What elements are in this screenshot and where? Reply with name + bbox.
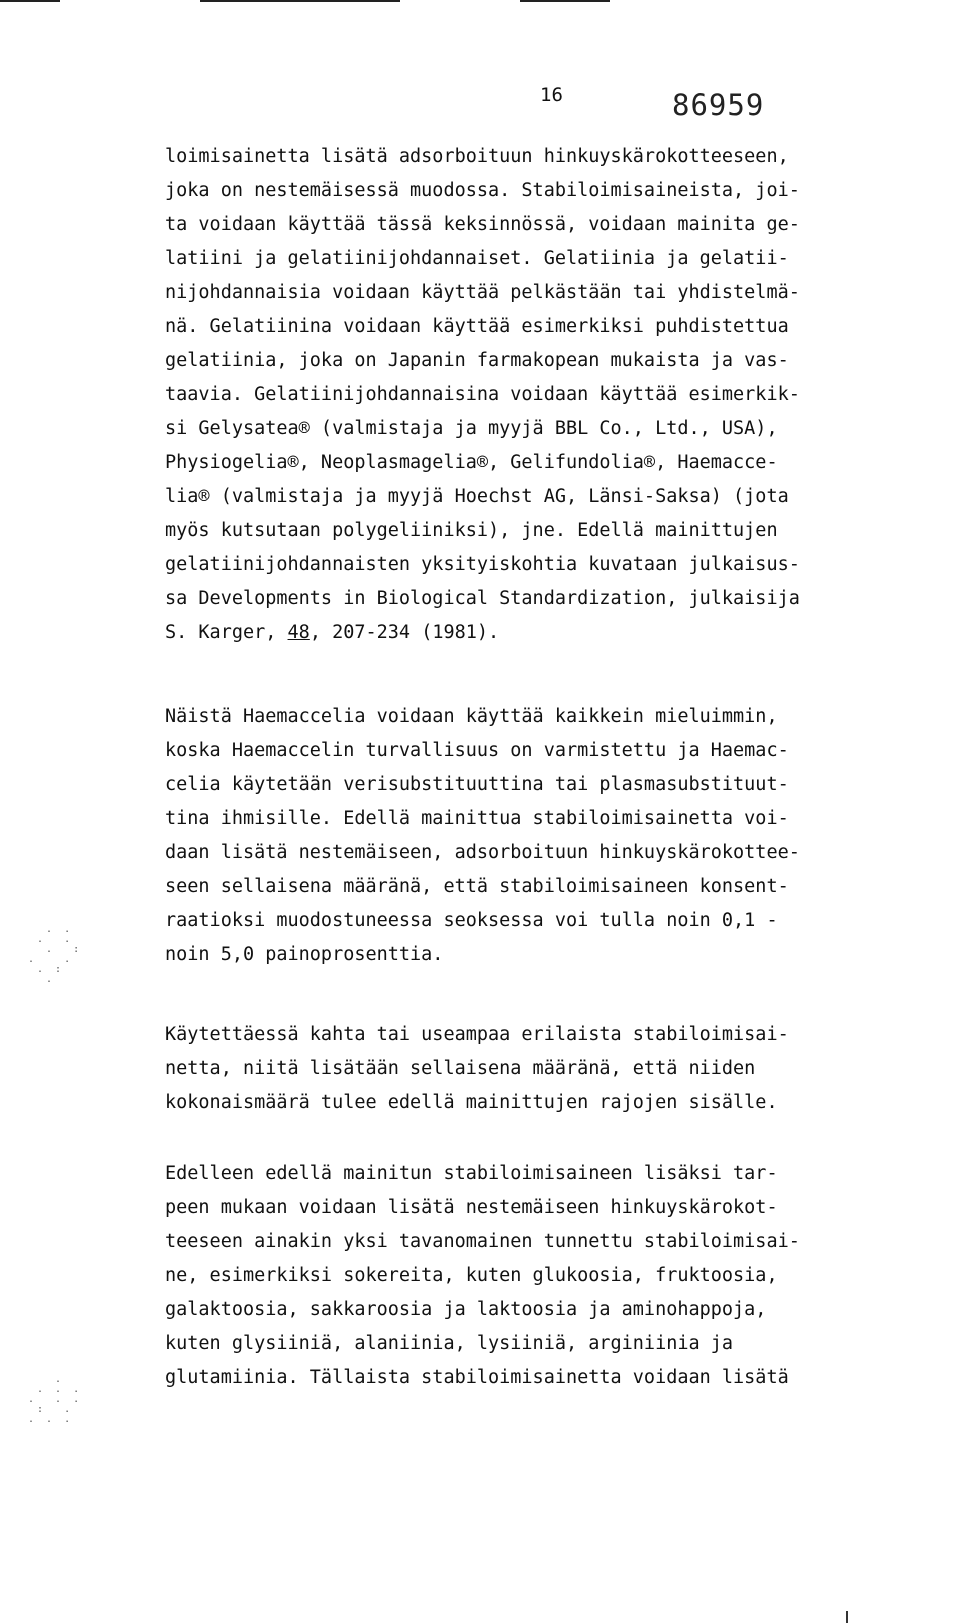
text-line: netta, niitä lisätään sellaisena määränä, että niiden (165, 1058, 756, 1079)
scan-mark (846, 1611, 848, 1623)
paragraph-1 (165, 140, 945, 650)
text-line: teeseen ainakin yksi tavanomainen tunnettu stabiloimisai- (165, 1231, 800, 1252)
text-line: lia® (valmistaja ja myyjä Hoechst AG, Länsi-Saksa) (jota (165, 486, 789, 507)
paragraph-4 (165, 1157, 945, 1395)
text-line: galaktoosia, sakkaroosia ja laktoosia ja aminohappoja, (165, 1299, 767, 1320)
text-line: sa Developments in Biological Standardization, julkaisija (165, 588, 800, 609)
text-line: loimisainetta lisätä adsorboituun hinkuyskärokotteeseen, (165, 146, 789, 167)
citation-suffix: , 207-234 (1981). (309, 622, 500, 643)
text-line: joka on nestemäisessä muodossa. Stabiloimisaineista, joi- (165, 180, 800, 201)
text-line: raatioksi muodostuneessa seoksessa voi tulla noin 0,1 - (165, 910, 778, 931)
text-line: daan lisätä nestemäiseen, adsorboituun hinkuyskärokottee- (165, 842, 800, 863)
page-number: 16 (540, 84, 563, 106)
text-line: koska Haemaccelin turvallisuus on varmistettu ja Haemac- (165, 740, 789, 761)
citation-prefix: S. Karger, (165, 622, 288, 643)
citation-volume: 48 (287, 622, 310, 643)
text-line: taavia. Gelatiinijohdannaisina voidaan käyttää esimerkik- (165, 384, 800, 405)
text-line: celia käytetään verisubstituuttina tai plasmasubstituut- (165, 774, 789, 795)
text-line: nijohdannaisia voidaan käyttää pelkästään tai yhdistelmä- (165, 282, 800, 303)
text-line: Physiogelia®, Neoplasmagelia®, Gelifundolia®, Haemacce- (165, 452, 778, 473)
paragraph-2 (165, 700, 945, 972)
scan-speckle-upper: . . . . . : . . . : . (28, 924, 83, 985)
text-line: kuten glysiiniä, alaniinia, lysiiniä, arginiinia ja (165, 1333, 734, 1354)
text-line: Näistä Haemaccelia voidaan käyttää kaikkein mieluimmin, (165, 706, 778, 727)
citation-line (165, 616, 945, 650)
scan-edge-middle (200, 0, 400, 2)
text-line: Käytettäessä kahta tai useampaa erilaista stabiloimisai- (165, 1024, 789, 1045)
text-line: Edelleen edellä mainitun stabiloimisaineen lisäksi tar- (165, 1163, 778, 1184)
text-line: gelatiinijohdannaisten yksityiskohtia kuvataan julkaisus- (165, 554, 800, 575)
text-line: nä. Gelatiinina voidaan käyttää esimerkiksi puhdistettua (165, 316, 789, 337)
paragraph-3 (165, 1018, 945, 1120)
scan-edge-right (520, 0, 610, 2)
text-line: peen mukaan voidaan lisätä nestemäiseen hinkuyskärokot- (165, 1197, 778, 1218)
scan-speckle-lower: . . . . . . . : . . . . (28, 1374, 83, 1425)
text-line: seen sellaisena määränä, että stabiloimisaineen konsent- (165, 876, 789, 897)
text-line: myös kutsutaan polygeliiniksi), jne. Edellä mainittujen (165, 520, 778, 541)
text-line: latiini ja gelatiinijohdannaiset. Gelatiinia ja gelatii- (165, 248, 789, 269)
text-line: ta voidaan käyttää tässä keksinnössä, voidaan mainita ge- (165, 214, 800, 235)
text-line: ne, esimerkiksi sokereita, kuten glukoosia, fruktoosia, (165, 1265, 778, 1286)
text-line: glutamiinia. Tällaista stabiloimisainetta voidaan lisätä (165, 1367, 789, 1388)
text-line: kokonaismäärä tulee edellä mainittujen rajojen sisälle. (165, 1092, 778, 1113)
text-line: gelatiinia, joka on Japanin farmakopean mukaista ja vas- (165, 350, 789, 371)
document-number: 86959 (672, 88, 765, 122)
scan-edge-left (0, 0, 60, 2)
text-line: noin 5,0 painoprosenttia. (165, 944, 444, 965)
text-line: si Gelysatea® (valmistaja ja myyjä BBL Co., Ltd., USA), (165, 418, 778, 439)
text-line: tina ihmisille. Edellä mainittua stabiloimisainetta voi- (165, 808, 789, 829)
